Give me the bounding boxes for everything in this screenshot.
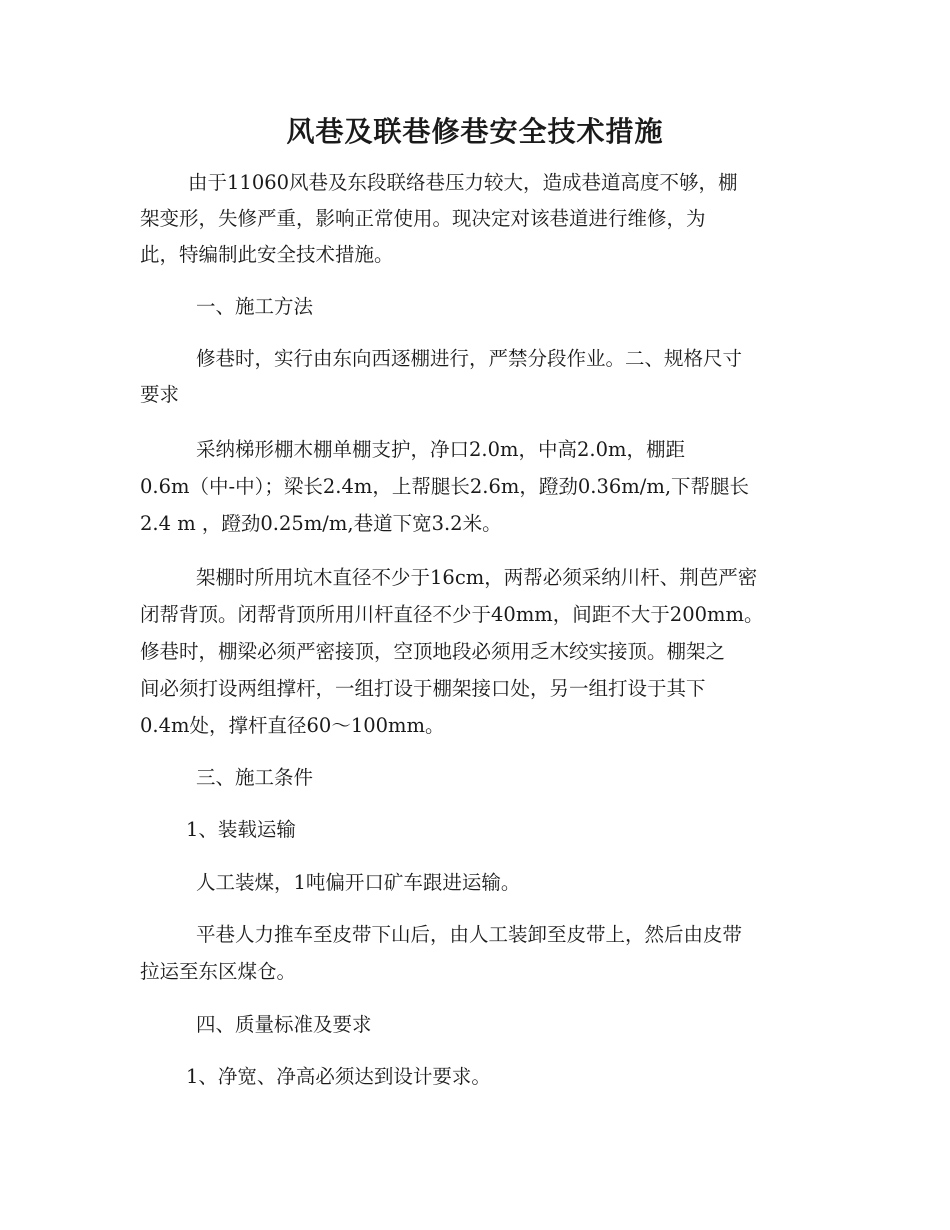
- paragraph-line: 此，特编制此安全技术措施。: [140, 243, 394, 266]
- paragraph-line: 2.4 m ，蹬劲0.25m/m,巷道下宽3.2米。: [140, 512, 502, 535]
- paragraph-line: 闭帮背顶。闭帮背顶所用川杆直径不少于40mm，间距不大于200mm。: [140, 603, 764, 626]
- paragraph-line: 0.6m（中-中）；梁长2.4m，上帮腿长2.6m，蹬劲0.36m/m,下帮腿长: [140, 475, 750, 498]
- paragraph-line: 0.4m处，撑杆直径60～100mm。: [140, 714, 445, 737]
- paragraph-line: 人工装煤，1吨偏开口矿车跟进运输。: [196, 871, 521, 894]
- paragraph-line: 间必须打设两组撑杆，一组打设于棚架接口处，另一组打设于其下: [140, 677, 706, 700]
- section-heading: 三、施工条件: [196, 766, 314, 789]
- paragraph-line: 修巷时，棚梁必须严密接顶，空顶地段必须用乏木绞实接顶。棚架之: [140, 640, 726, 663]
- paragraph-line: 由于11060风巷及东段联络巷压力较大，造成巷道高度不够，棚: [188, 171, 738, 194]
- paragraph-line: 要求: [140, 383, 180, 406]
- paragraph-line: 架棚时所用坑木直径不少于16cm，两帮必须采纳川杆、荆芭严密: [196, 566, 758, 589]
- subsection-heading: 1、装载运输: [186, 818, 296, 841]
- paragraph-line: 修巷时，实行由东向西逐棚进行，严禁分段作业。二、规格尺寸: [196, 347, 743, 370]
- document-title: 风巷及联巷修巷安全技术措施: [286, 115, 664, 148]
- section-heading: 一、施工方法: [196, 295, 314, 318]
- subsection-heading: 1、净宽、净高必须达到设计要求。: [186, 1065, 491, 1088]
- paragraph-line: 架变形，失修严重，影响正常使用。现决定对该巷道进行维修，为: [140, 207, 706, 230]
- paragraph-line: 平巷人力推车至皮带下山后，由人工装卸至皮带上，然后由皮带: [196, 923, 743, 946]
- paragraph-line: 采纳梯形棚木棚单棚支护，净口2.0m，中高2.0m，棚距: [196, 438, 686, 461]
- section-heading: 四、质量标准及要求: [196, 1013, 372, 1036]
- paragraph-line: 拉运至东区煤仓。: [140, 960, 297, 983]
